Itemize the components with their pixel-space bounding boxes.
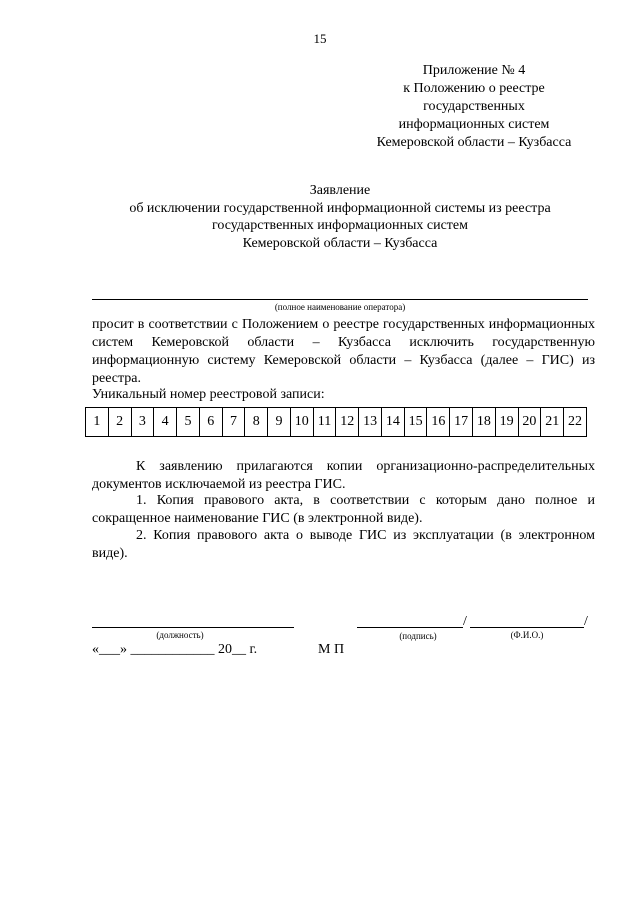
page-number: 15 bbox=[313, 31, 327, 46]
registry-cell: 13 bbox=[358, 408, 381, 436]
unique-number-label: Уникальный номер реестровой записи: bbox=[92, 387, 325, 402]
annex-line: информационных систем bbox=[398, 117, 550, 132]
document-title bbox=[90, 182, 590, 252]
position-caption: (должность) bbox=[156, 630, 204, 640]
registry-cell: 4 bbox=[153, 408, 176, 436]
stamp-place: М П bbox=[318, 642, 345, 657]
annex-line: Кемеровской области – Кузбасса bbox=[376, 135, 572, 150]
registry-cell: 2 bbox=[108, 408, 131, 436]
attachment-item-2: 2. Копия правового акта о выводе ГИС из эксплуатации (в электронном виде). bbox=[92, 528, 595, 561]
registry-cell: 21 bbox=[540, 408, 563, 436]
signature-line bbox=[357, 627, 463, 628]
registry-cell: 11 bbox=[313, 408, 336, 436]
registry-cell: 17 bbox=[449, 408, 472, 436]
annex-line: государственных bbox=[423, 99, 525, 114]
attachments-paragraph: К заявлению прилагаются копии организационно-распределительных документов исключаемой из реестра ГИС. bbox=[92, 459, 595, 492]
registry-cell: 10 bbox=[290, 408, 313, 436]
registry-cell: 18 bbox=[472, 408, 495, 436]
operator-caption: (полное наименование оператора) bbox=[274, 302, 406, 312]
request-paragraph: просит в соответствии с Положением о реестре государственных информационных систем Кемеровской области – Кузбасса исключить государственную информационную систему Кемеровской области – Кузбасса (далее – ГИС) из реестра. bbox=[92, 317, 595, 386]
registry-cell: 14 bbox=[381, 408, 404, 436]
annex-header bbox=[354, 62, 594, 152]
registry-cell: 20 bbox=[518, 408, 541, 436]
registry-cell: 5 bbox=[176, 408, 199, 436]
annex-line: Приложение № 4 bbox=[422, 63, 526, 78]
operator-name-line bbox=[92, 299, 588, 300]
registry-cell: 19 bbox=[495, 408, 518, 436]
registry-cell: 12 bbox=[335, 408, 358, 436]
position-line bbox=[92, 627, 294, 628]
title-line: государственных информационных систем bbox=[212, 218, 468, 233]
fio-line bbox=[470, 627, 584, 628]
registry-cell: 15 bbox=[404, 408, 427, 436]
separator-slash: / bbox=[463, 614, 467, 629]
title-line: об исключении государственной информационной системы из реестра bbox=[129, 200, 551, 216]
title-line: Кемеровской области – Кузбасса bbox=[242, 235, 438, 251]
registry-cell: 22 bbox=[563, 408, 586, 436]
attachment-item-1: 1. Копия правового акта, в соответствии с которым дано полное и сокращенное наименование ГИС (в электронной виде). bbox=[92, 493, 595, 526]
signature-caption: (подпись) bbox=[399, 631, 437, 641]
registry-cell: 8 bbox=[244, 408, 267, 436]
fio-caption: (Ф.И.О.) bbox=[510, 630, 544, 640]
registry-cell: 7 bbox=[222, 408, 245, 436]
registry-number-table bbox=[85, 407, 587, 437]
registry-cell: 3 bbox=[131, 408, 154, 436]
date-line: «___» ____________ 20__ г. bbox=[92, 642, 258, 657]
registry-cell: 6 bbox=[199, 408, 222, 436]
annex-line: к Положению о реестре bbox=[403, 81, 545, 96]
registry-cell: 16 bbox=[426, 408, 449, 436]
registry-cell: 1 bbox=[93, 414, 101, 429]
separator-slash: / bbox=[584, 614, 588, 629]
title-line: Заявление bbox=[309, 183, 371, 198]
registry-cell: 9 bbox=[267, 408, 290, 436]
